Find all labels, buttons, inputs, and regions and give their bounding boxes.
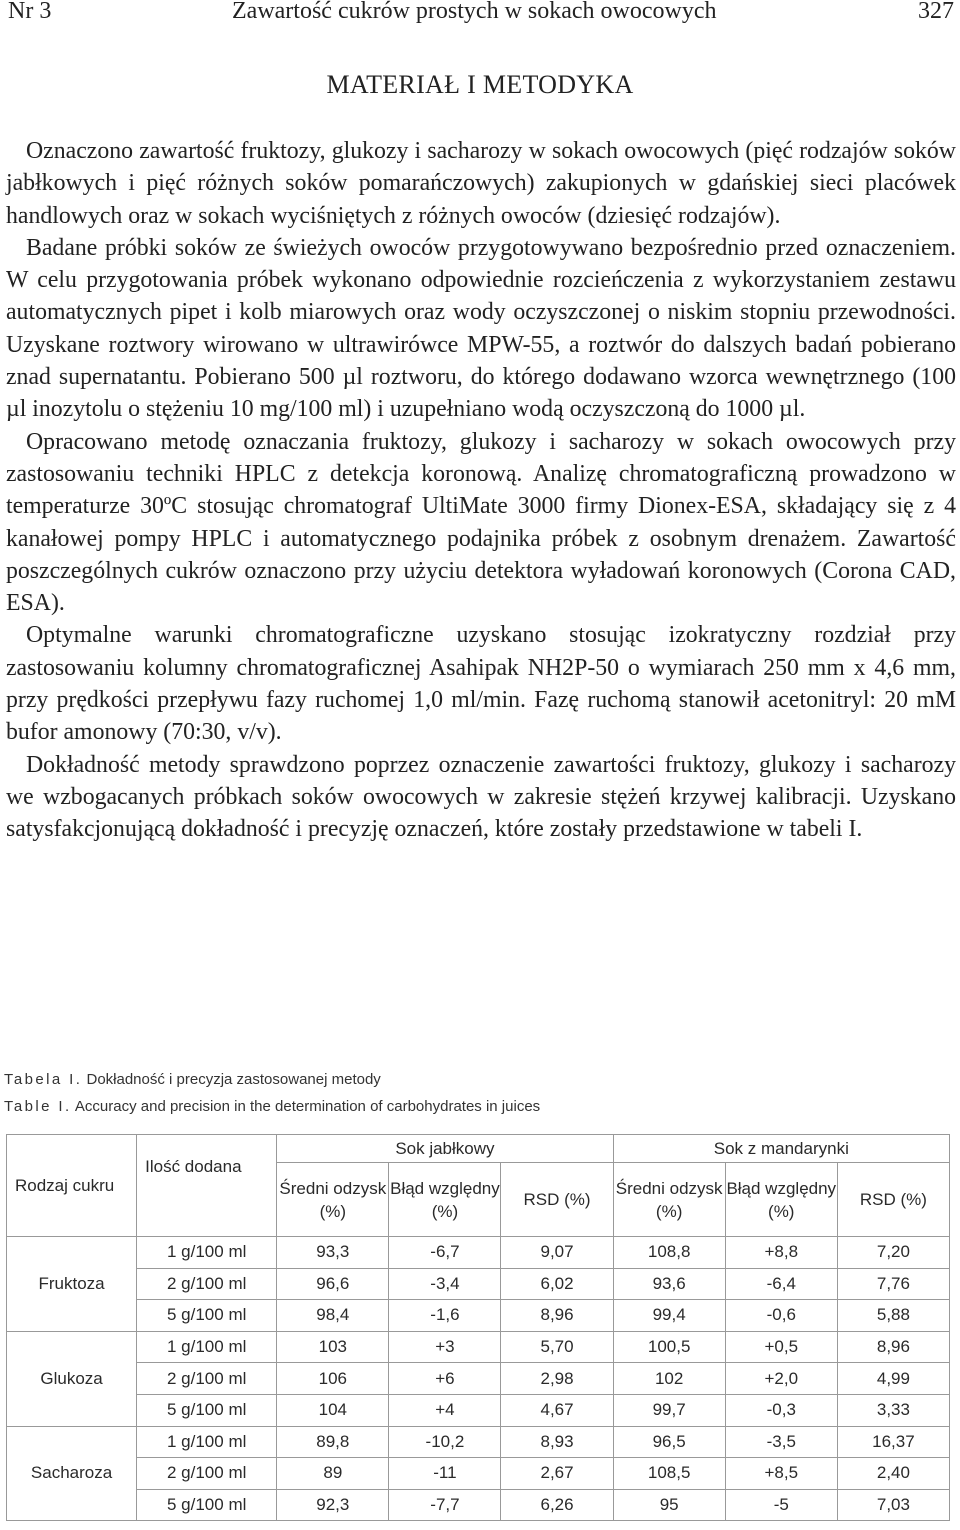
header-apple-rsd: RSD (%) <box>501 1163 613 1237</box>
table-row <box>7 1426 950 1458</box>
header-added-amount: Ilość dodana <box>137 1135 277 1237</box>
amount-cell: 1 g/100 ml <box>137 1237 277 1269</box>
value-cell: 106 <box>277 1363 389 1395</box>
value-cell: +0,5 <box>725 1331 837 1363</box>
value-cell: -3,5 <box>725 1426 837 1458</box>
value-cell: 6,02 <box>501 1268 613 1300</box>
table-row <box>7 1394 950 1426</box>
issue-number: Nr 3 <box>8 0 52 24</box>
value-cell: 3,33 <box>837 1394 949 1426</box>
table-caption-pl-text: Dokładność i precyzja zastosowanej metody <box>86 1071 381 1088</box>
value-cell: 92,3 <box>277 1489 389 1521</box>
value-cell: +4 <box>389 1394 501 1426</box>
value-cell: 95 <box>613 1489 725 1521</box>
amount-cell: 5 g/100 ml <box>137 1300 277 1332</box>
value-cell: -10,2 <box>389 1426 501 1458</box>
value-cell: 7,03 <box>837 1489 949 1521</box>
page-header <box>0 0 960 32</box>
header-mandarin-rsd: RSD (%) <box>837 1163 949 1237</box>
amount-cell: 5 g/100 ml <box>137 1489 277 1521</box>
value-cell: 102 <box>613 1363 725 1395</box>
sugar-type-cell: Glukoza <box>7 1331 137 1426</box>
amount-cell: 5 g/100 ml <box>137 1394 277 1426</box>
value-cell: +8,5 <box>725 1458 837 1490</box>
value-cell: 96,6 <box>277 1268 389 1300</box>
table-row <box>7 1363 950 1395</box>
table-row <box>7 1300 950 1332</box>
table-caption-en <box>4 1098 540 1116</box>
value-cell: 2,67 <box>501 1458 613 1490</box>
value-cell: 98,4 <box>277 1300 389 1332</box>
amount-cell: 1 g/100 ml <box>137 1426 277 1458</box>
sugar-type-cell: Sacharoza <box>7 1426 137 1521</box>
table-row <box>7 1331 950 1363</box>
value-cell: 8,96 <box>837 1331 949 1363</box>
paragraph: Oznaczono zawartość fruktozy, glukozy i sacharozy w sokach owocowych (pięć rodzajów soków jabłkowych i pięć różnych soków pomarańczowych) zakupionych w gdańskiej sieci placówek handlowych oraz w sokach wyciśniętych z różnych owoców (dziesięć rodzajów). <box>6 138 956 229</box>
value-cell: -7,7 <box>389 1489 501 1521</box>
value-cell: 2,40 <box>837 1458 949 1490</box>
table-row <box>7 1237 950 1269</box>
value-cell: -0,6 <box>725 1300 837 1332</box>
value-cell: -6,4 <box>725 1268 837 1300</box>
table-caption-pl <box>4 1071 381 1089</box>
table-caption-pl-label: Tabela I. <box>4 1071 83 1088</box>
value-cell: 108,8 <box>613 1237 725 1269</box>
value-cell: 108,5 <box>613 1458 725 1490</box>
paragraph: Badane próbki soków ze świeżych owoców przygotowywano bezpośrednio przed oznaczeniem. W celu przygotowania próbek wykonano odpowiednie rozcieńczenia z wykorzystaniem zestawu automatycznych pipet i kolb miarowych oraz wody oczyszczonej o niskim stopniu przewodności. Uzyskane roztwory wirowano w ultrawirówce MPW-55, a roztwór do dalszych badań pobierano znad supernatantu. Pobierano 500 µl roztworu, do którego dodawano wzorca wewnętrznego (100 µl inozytolu o stężeniu 10 mg/100 ml) i uzupełniano wodą oczyszczoną do 1000 µl. <box>6 234 956 423</box>
value-cell: 9,07 <box>501 1237 613 1269</box>
paragraph: Opracowano metodę oznaczania fruktozy, glukozy i sacharozy w sokach owocowych przy zastosowaniu techniki HPLC z detekcja koronową. Analizę chromatograficzną prowadzono w temperaturze 30ºC stosując chromatograf UltiMate 3000 firmy Dionex-ESA, składający się z 4 kanałowej pompy HPLC i automatycznego podajnika próbek z osobnym drenażem. Zawartość poszczególnych cukrów oznaczono przy użyciu detektora wyładowań koronowych (Corona CAD, ESA). <box>6 428 956 617</box>
value-cell: -3,4 <box>389 1268 501 1300</box>
value-cell: 4,67 <box>501 1394 613 1426</box>
paragraph: Optymalne warunki chromatograficzne uzyskano stosując izokratyczny rozdział przy zastosowaniu kolumny chromatograficznej Asahipak NH2P-50 o wymiarach 250 mm x 4,6 mm, przy prędkości przepływu fazy ruchomej 1,0 ml/min. Fazę ruchomą stanowił acetonitryl: 20 mM bufor amonowy (70:30, v/v). <box>6 622 956 746</box>
value-cell: 16,37 <box>837 1426 949 1458</box>
table-caption-en-text: Accuracy and precision in the determination of carbohydrates in juices <box>74 1098 541 1115</box>
value-cell: 5,88 <box>837 1300 949 1332</box>
amount-cell: 1 g/100 ml <box>137 1331 277 1363</box>
header-apple-error: Błąd względny (%) <box>389 1163 501 1237</box>
header-mandarin-error: Błąd względny (%) <box>725 1163 837 1237</box>
amount-cell: 2 g/100 ml <box>137 1268 277 1300</box>
value-cell: 104 <box>277 1394 389 1426</box>
sugar-type-cell: Fruktoza <box>7 1237 137 1332</box>
value-cell: +2,0 <box>725 1363 837 1395</box>
value-cell: 99,7 <box>613 1394 725 1426</box>
body-text <box>6 135 956 846</box>
header-sugar-type: Rodzaj cukru <box>7 1135 137 1237</box>
page-number: 327 <box>918 0 954 24</box>
value-cell: 103 <box>277 1331 389 1363</box>
value-cell: 4,99 <box>837 1363 949 1395</box>
value-cell: 96,5 <box>613 1426 725 1458</box>
table-body <box>7 1237 950 1521</box>
table-caption-en-label: Table I. <box>4 1098 72 1115</box>
value-cell: 99,4 <box>613 1300 725 1332</box>
header-apple-juice: Sok jabłkowy <box>277 1135 613 1163</box>
value-cell: 89,8 <box>277 1426 389 1458</box>
value-cell: 100,5 <box>613 1331 725 1363</box>
value-cell: 2,98 <box>501 1363 613 1395</box>
value-cell: -6,7 <box>389 1237 501 1269</box>
value-cell: 6,26 <box>501 1489 613 1521</box>
paragraph: Dokładność metody sprawdzono poprzez oznaczenie zawartości fruktozy, glukozy i sacharozy we wzbogacanych próbkach soków owocowych w zakresie stężeń krzywej kalibracji. Uzyskano satysfakcjonującą dokładność i precyzję oznaczeń, które zostały przedstawione w tabeli I. <box>6 751 956 843</box>
value-cell: 5,70 <box>501 1331 613 1363</box>
header-apple-recovery: Średni odzysk (%) <box>277 1163 389 1237</box>
header-mandarin-juice: Sok z mandarynki <box>613 1135 949 1163</box>
value-cell: 93,6 <box>613 1268 725 1300</box>
table-row <box>7 1489 950 1521</box>
amount-cell: 2 g/100 ml <box>137 1458 277 1490</box>
value-cell: -1,6 <box>389 1300 501 1332</box>
value-cell: 7,76 <box>837 1268 949 1300</box>
value-cell: 8,93 <box>501 1426 613 1458</box>
table-row <box>7 1268 950 1300</box>
value-cell: -11 <box>389 1458 501 1490</box>
value-cell: 7,20 <box>837 1237 949 1269</box>
header-mandarin-recovery: Średni odzysk (%) <box>613 1163 725 1237</box>
value-cell: 8,96 <box>501 1300 613 1332</box>
value-cell: +8,8 <box>725 1237 837 1269</box>
table-row <box>7 1458 950 1490</box>
value-cell: -0,3 <box>725 1394 837 1426</box>
running-title: Zawartość cukrów prostych w sokach owocowych <box>232 0 717 24</box>
value-cell: 89 <box>277 1458 389 1490</box>
value-cell: 93,3 <box>277 1237 389 1269</box>
value-cell: -5 <box>725 1489 837 1521</box>
section-title: MATERIAŁ I METODYKA <box>326 70 634 99</box>
value-cell: +3 <box>389 1331 501 1363</box>
value-cell: +6 <box>389 1363 501 1395</box>
accuracy-table <box>6 1134 950 1521</box>
amount-cell: 2 g/100 ml <box>137 1363 277 1395</box>
